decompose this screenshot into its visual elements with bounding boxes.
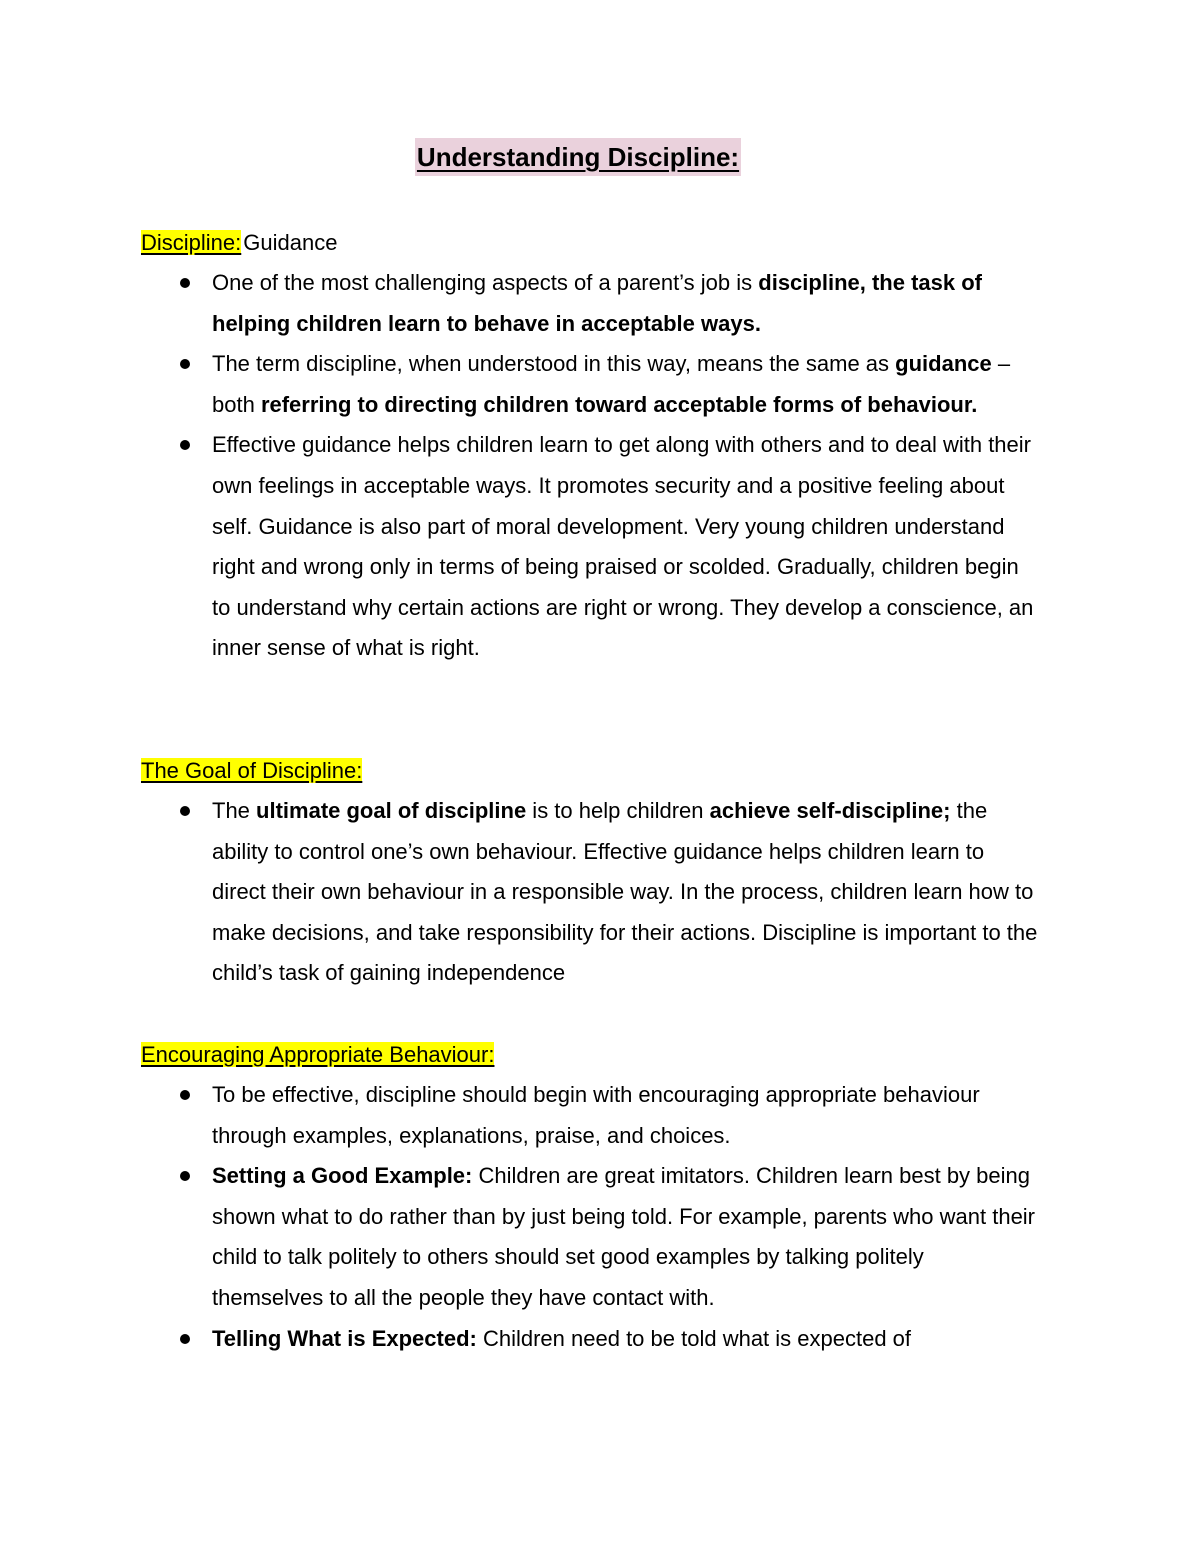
bullet-dot-icon: [180, 1171, 190, 1181]
bullet-dot-icon: [180, 359, 190, 369]
list-item: [141, 1319, 1041, 1360]
section-encouraging-behaviour: [141, 1035, 1041, 1359]
body-text: One of the most challenging aspects of a parent’s job is: [212, 270, 759, 295]
section-heading: Discipline:: [141, 230, 242, 255]
bold-text: referring to directing children toward acceptable forms of behaviour.: [260, 391, 978, 417]
bold-text: Telling What is Expected:: [212, 1325, 477, 1351]
bold-text: guidance: [895, 351, 992, 377]
bold-text: discipline, the task of helping children learn to behave in acceptable ways.: [212, 270, 982, 336]
section-heading-line: [141, 1035, 1041, 1075]
list-item: [141, 263, 1041, 344]
section-heading-line: [141, 751, 1041, 791]
body-text: the ability to control one’s own behaviour. Effective guidance helps children learn to direct their own behaviour in a responsible way. In the process, children learn how to make decisions, and take responsibility for their actions. Discipline is important to the child’s task of gaining independence: [212, 798, 1038, 986]
list-item: [141, 1075, 1041, 1156]
list-item: [141, 791, 1041, 994]
bullet-dot-icon: [180, 440, 190, 450]
body-text: Children need to be told what is expected of: [476, 1325, 912, 1351]
list-item: [141, 1156, 1041, 1318]
body-text: – both: [212, 351, 1011, 417]
section-goal-of-discipline: [141, 751, 1041, 994]
body-text: To be effective, discipline should begin with encouraging appropriate behaviour through examples, explanations, praise, and choices.: [212, 1082, 980, 1148]
body-text: The term discipline, when understood in this way, means the same as: [212, 351, 896, 377]
list-item: [141, 344, 1041, 425]
bullet-dot-icon: [180, 1334, 190, 1344]
body-text: Effective guidance helps children learn to get along with others and to deal with their own feelings in acceptable ways. It promotes security and a positive feeling about self. Guidance is also part of moral development. Very young children understand right and wrong only in terms of being praised or scolded. Gradually, children begin to understand why certain actions are right or wrong. They develop a conscience, an inner sense of what is right.: [212, 432, 1034, 661]
bullet-list: [141, 263, 1041, 669]
section-heading-suffix: Guidance: [243, 230, 338, 255]
section-heading-line: [141, 223, 1041, 263]
body-text: is to help children: [526, 798, 710, 823]
bullet-dot-icon: [180, 278, 190, 288]
title-container: [0, 138, 1156, 176]
body-text: Children are great imitators. Children learn best by being shown what to do rather than by just being told. For example, parents who want their child to talk politely to others should set good examples by talking politely themselves to all the people they have contact with.: [212, 1163, 1036, 1310]
bullet-dot-icon: [180, 806, 190, 816]
bold-text: ultimate goal of discipline: [256, 798, 527, 823]
bold-text: Setting a Good Example:: [212, 1163, 473, 1189]
bullet-dot-icon: [180, 1090, 190, 1100]
body-text: The: [212, 798, 257, 823]
bullet-list: [141, 791, 1041, 994]
bullet-list: [141, 1075, 1041, 1359]
bold-text: achieve self-discipline;: [709, 798, 951, 823]
section-discipline: [141, 223, 1041, 669]
section-heading: The Goal of Discipline:: [141, 758, 363, 783]
list-item: [141, 425, 1041, 669]
section-heading: Encouraging Appropriate Behaviour:: [141, 1042, 495, 1067]
page-title: Understanding Discipline:: [415, 138, 741, 176]
